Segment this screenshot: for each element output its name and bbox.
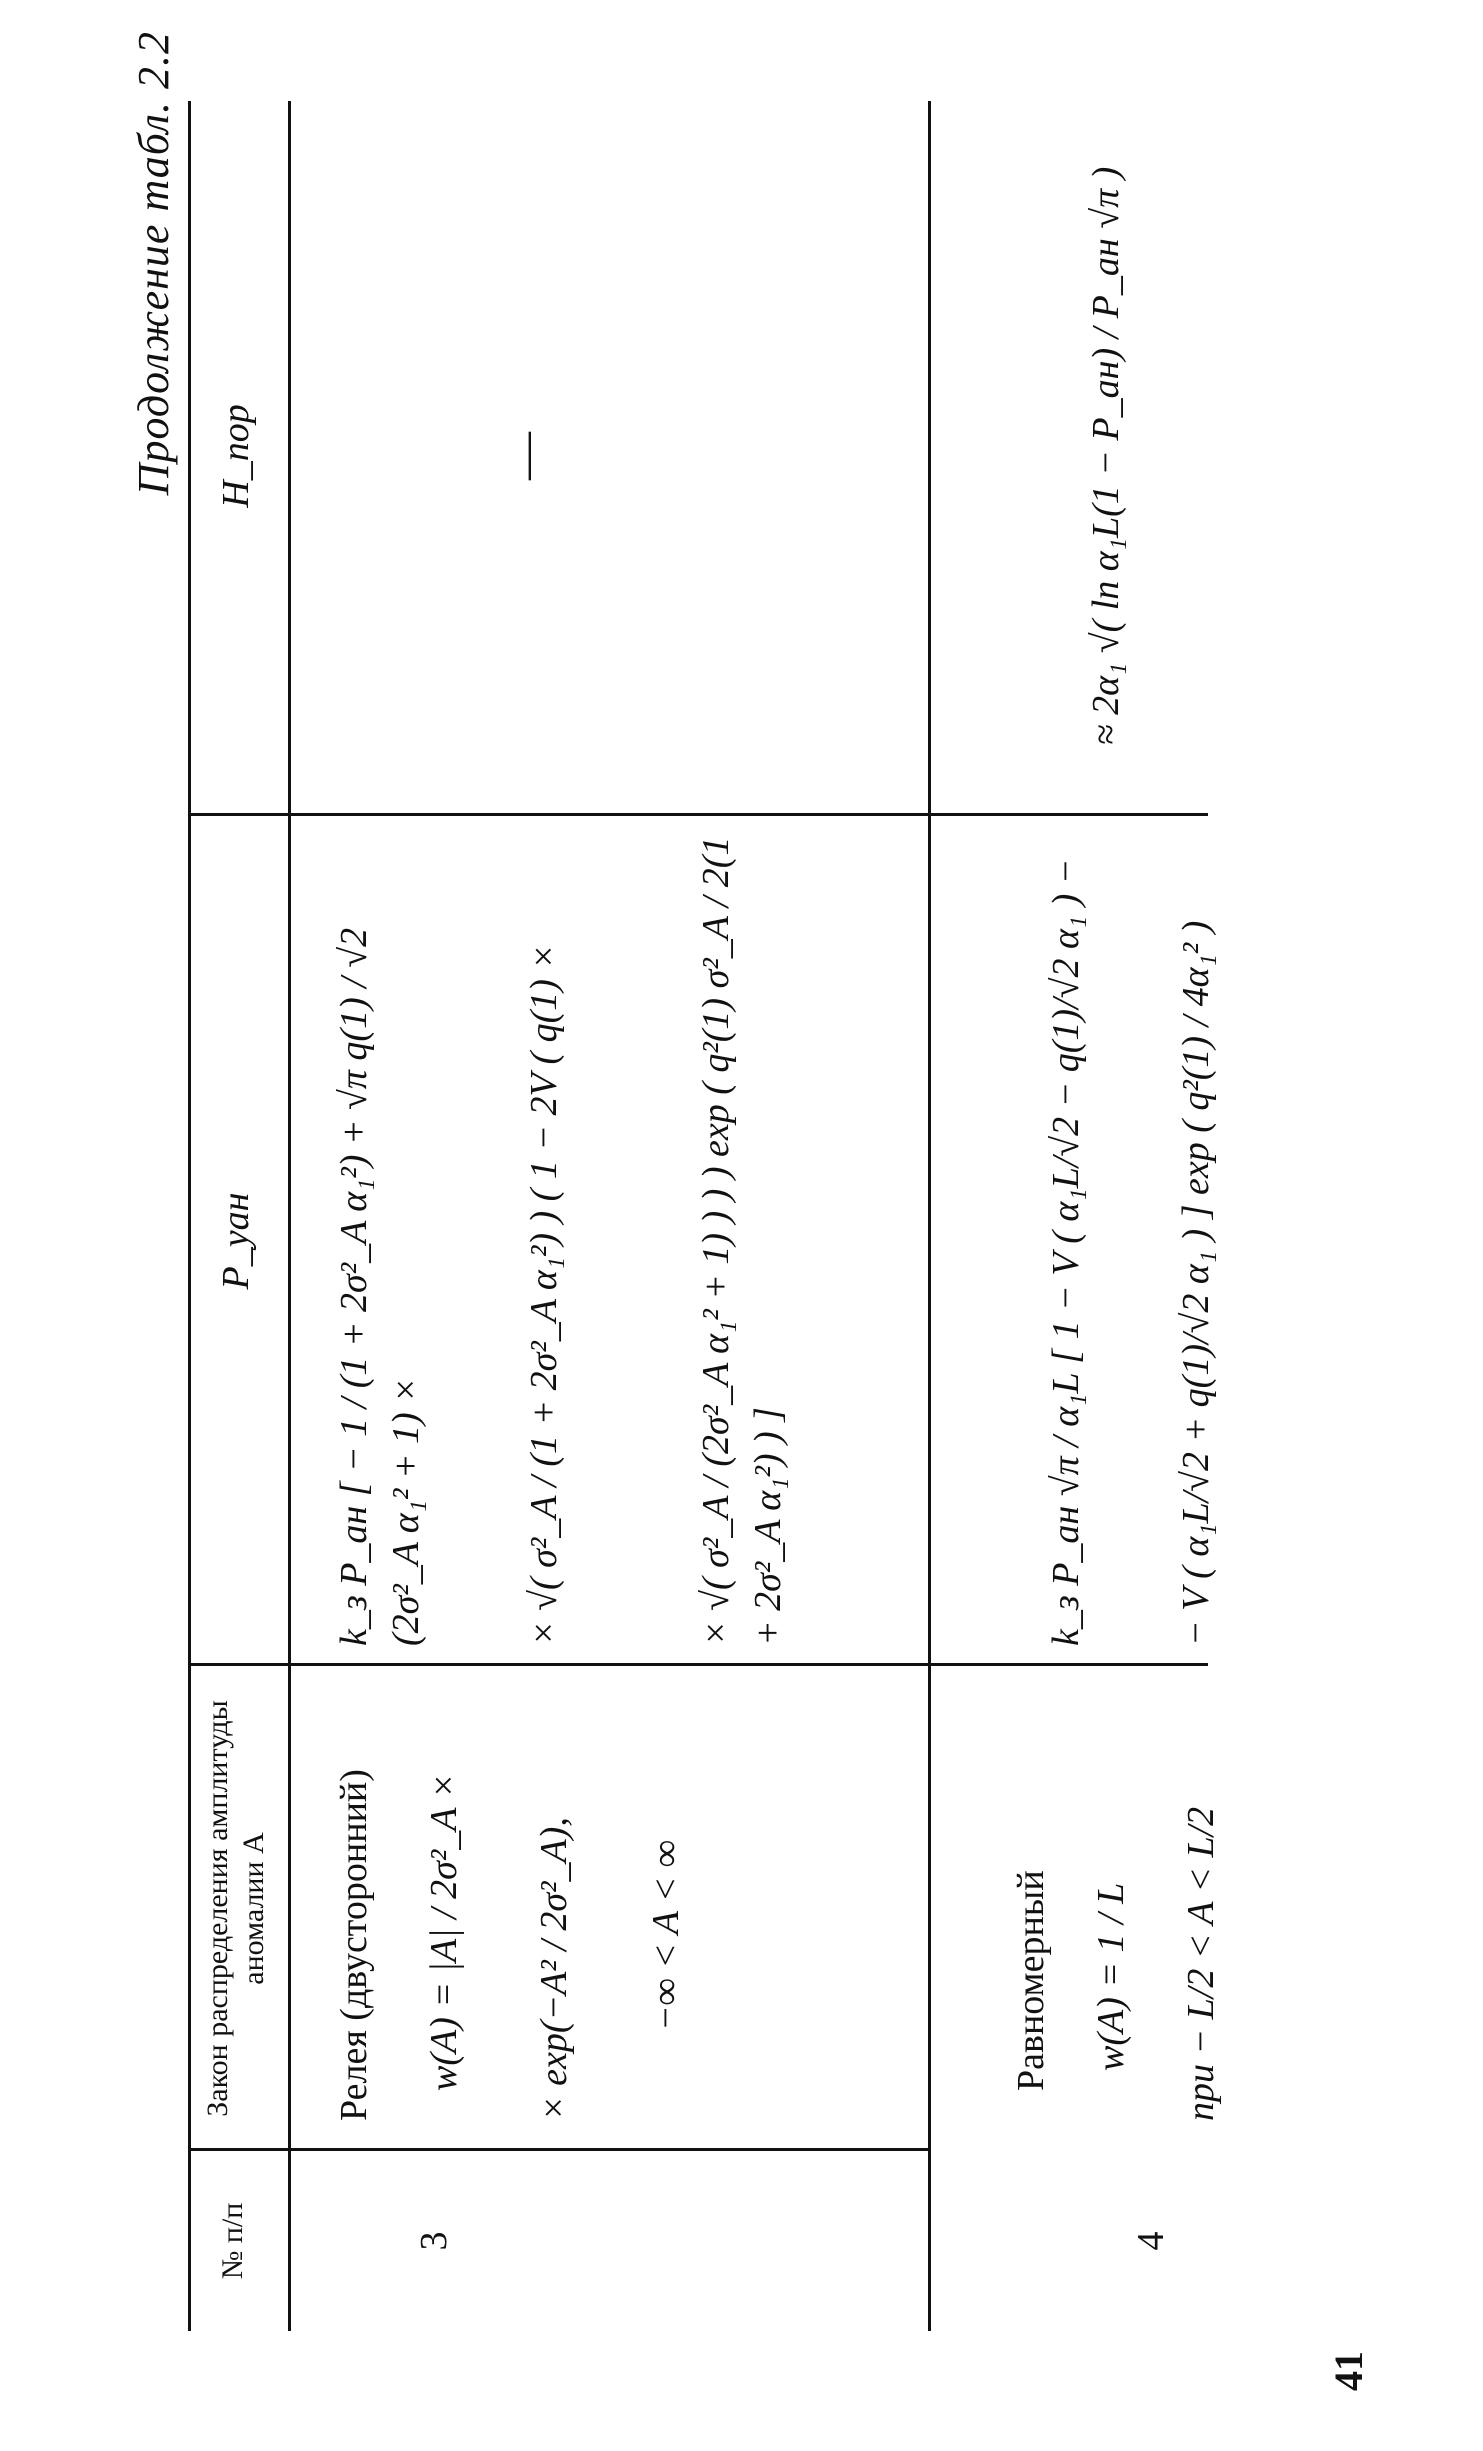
row3-law-formula-2: × exp(−A² / 2σ²_A), [533,1817,575,2121]
header-h: H_пор [215,404,257,508]
row3-p-line-1: k_з P_ан [ − 1 / (1 + 2σ²_A α₁²) + √π q(1) / √2 (2σ²_A α₁² + 1) × [333,927,427,1646]
row3-num: 3 [413,2231,455,2251]
row4-law-range: при − L/2 < A < L/2 [1180,1806,1222,2121]
table-top-border [188,101,191,2331]
row3-law-range: −∞ < A < ∞ [645,1840,687,2031]
row4-h: ≈ 2α₁ √( ln α₁L(1 − P_ан) / P_ан √π ) [1085,166,1127,746]
row3-p-line-2: × √( σ²_A / (1 + 2σ²_A α₁²) ) ( 1 − 2V ( q(1) × [523,943,565,1646]
row-separator [928,101,931,2331]
row4-p-line-1: k_з P_ан √π / α₁L [ 1 − V ( α₁L/√2 − q(1)/√2 α₁ ) − [1045,858,1087,1646]
row4-law-formula: w(A) = 1 / L [1090,1882,1132,2071]
row3-p-line-3: × √( σ²_A / (2σ²_A α₁² + 1) ) ) ) exp ( q²(1) σ²_A / 2(1 + 2σ²_A α₁²) ) ] [695,836,789,1646]
header-law: Закон распределения амплитуды аномалии A [201,1700,270,2117]
col-divider-1 [188,2148,928,2151]
row3-h: — [499,432,552,480]
header-separator [288,101,291,2331]
row3-law-formula-1: w(A) = |A| / 2σ²_A × [423,1773,465,2091]
header-p: P_yан [215,1192,257,1290]
row4-num: 4 [1130,2231,1172,2251]
row4-p-line-2: − V ( α₁L/√2 + q(1)/√2 α₁ ) ] exp ( q²(1) / 4α₁² ) [1175,920,1217,1646]
page-number: 41 [1326,2351,1371,2391]
col-divider-3 [188,813,1208,816]
table-caption: Продолжение табл. 2.2 [129,31,178,496]
header-num: № п/п [216,2202,249,2280]
row4-law-title: Равномерный [1010,1870,1052,2091]
row3-law-title: Релея (двусторонний) [333,1769,375,2121]
col-divider-2 [188,1663,1208,1666]
